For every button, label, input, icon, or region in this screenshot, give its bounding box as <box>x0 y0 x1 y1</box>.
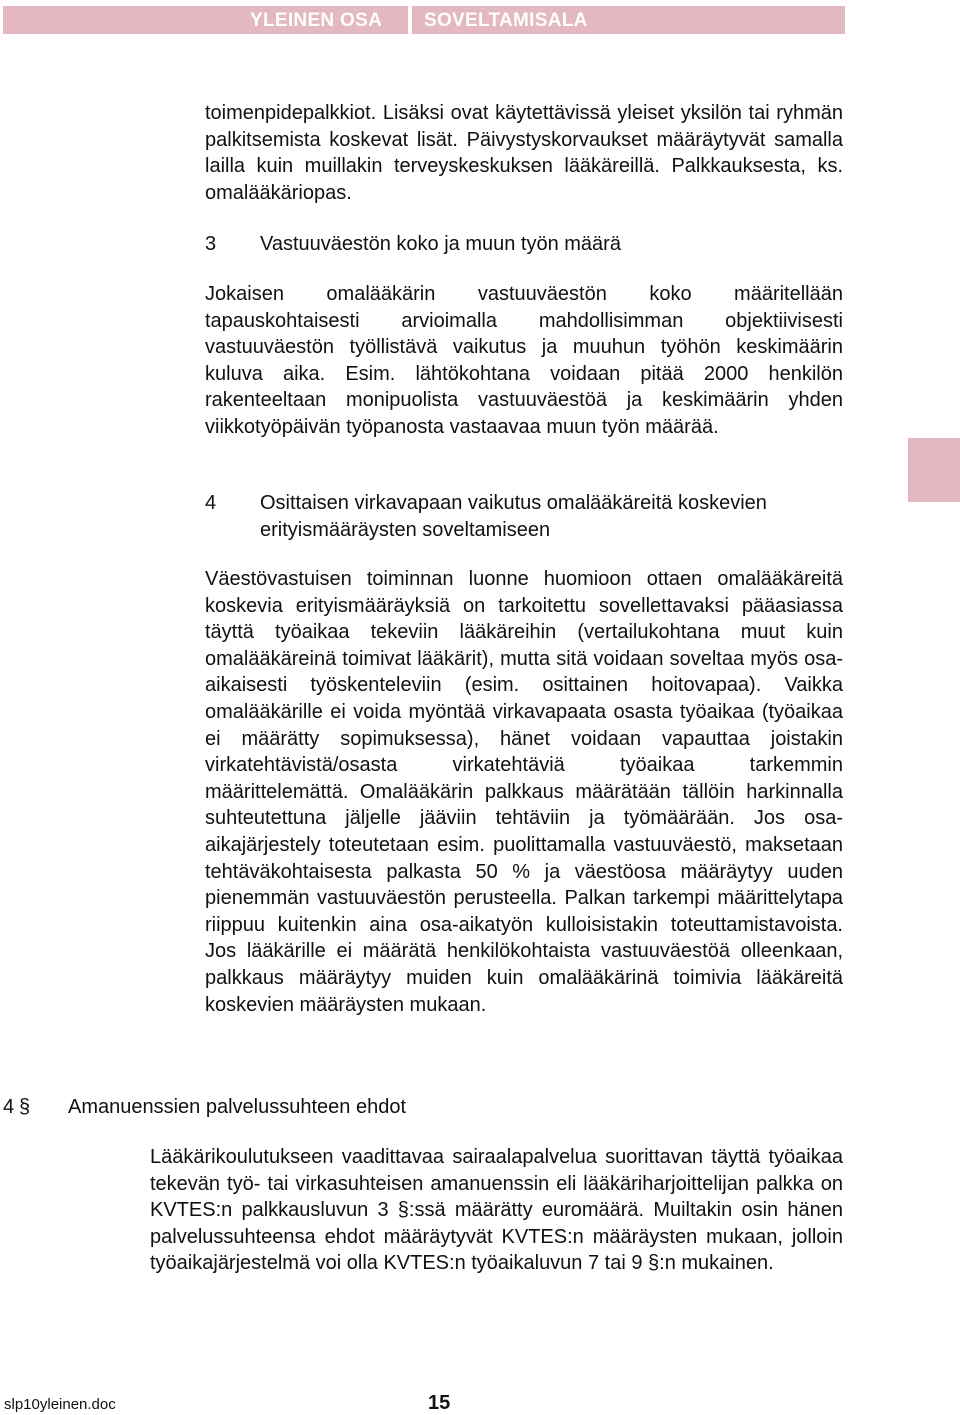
section-4-heading <box>205 490 845 544</box>
header-tab-scope: SOVELTAMISALA <box>424 10 588 31</box>
section-4-body: Väestövastuisen toiminnan luonne huomioon ottaen omalääkäreitä koskevia erityismääräyksiä on tarkoitettu sovellettavaksi pääasiassa täyttä työaikaa tekeviin lääkäreihin (vertailukohtana muut kuin omalääkäreinä toimivat lääkärit), mutta sitä voidaan soveltaa myös osa-aikaisesti työskenteleviin (esim. osittainen hoitovapaa). Vaikka omalääkärille ei voida myöntää virkavapaata osasta työaikaa (työaikaa ei määrätty sopimuksessa), hänet voidaan vapauttaa joistakin virkatehtävistä/osasta virkatehtäviä työaikaa tarkemmin määrittelemättä. Omalääkärin palkkaus määrätään tällöin harkinnalla suhteutettuna jäljelle jääviin tehtäviin ja työmäärään. Jos osa-aikajärjestely toteutetaan esim. puolittamalla vastuuväestö, maksetaan tehtäväkohtaisesta palkasta 50 % ja väestöosa määräytyy uuden pienemmän vastuuväestön perusteella. Palkan tarkempi määrittelytapa riippuu kuitenkin aina osa-aikatyön kulloisistakin toteuttamistavoista. Jos lääkärille ei määrätä henkilökohtaista vastuuväestöä olleenkaan, palkkaus määräytyy muiden kuin omalääkärinä toimivia lääkäreitä koskevien määräysten mukaan. <box>205 568 843 1016</box>
section-3-body: Jokaisen omalääkärin vastuuväestön koko määritellään tapauskohtaisesti arvioimalla mahdollisimman objektiivisesti vastuuväestön työllistävä vaikutus ja muuhun työhön keskimäärin kuluva aika. Esim. lähtökohtana voidaan pitää 2000 henkilön rakenteeltaan monipuolista vastuuväestöä ja keskimäärin yhden viikkotyöpäivän työpanosta vastaavaa muun työn määrää. <box>205 283 843 438</box>
section-3-title: Vastuuväestön koko ja muun työn määrä <box>260 233 621 255</box>
main-section-title: Amanuenssien palvelussuhteen ehdot <box>68 1096 407 1118</box>
footer-page-number: 15 <box>428 1392 451 1414</box>
footer-filename: slp10yleinen.doc <box>4 1396 116 1413</box>
section-symbol: § <box>19 1096 31 1118</box>
main-section-number: 4 <box>3 1096 15 1118</box>
intro-paragraph: toimenpidepalkkiot. Lisäksi ovat käytettävissä yleiset yksilön tai ryhmän palkitsemista koskevat lisät. Päivystyskorvaukset määräytyvät samalla lailla kuin muillakin terveyskeskuksen lääkäreillä. Palkkauksesta, ks. omalääkäriopas. <box>205 102 843 204</box>
section-4-title: Osittaisen virkavapaan vaikutus omalääkäreitä koskevien erityismääräysten soveltamiseen <box>260 492 767 541</box>
main-section-body: Lääkärikoulutukseen vaadittavaa sairaalapalvelua suorittavan täyttä työaikaa tekevän työ- tai virkasuhteisen amanuenssin eli lääkäriharjoittelijan palkka on KVTES:n palkkausluvun 3 §:ssä määrätty euromäärä. Muiltakin osin hänen palvelussuhteensa ehdot määräytyvät KVTES:n määräysten mukaan, jolloin työaikajärjestelmä voi olla KVTES:n työaikaluvun 7 tai 9 §:n mukainen. <box>150 1146 843 1275</box>
header-bar <box>3 6 845 34</box>
header-tab-general: YLEINEN OSA <box>250 10 383 31</box>
header-separator <box>408 6 412 34</box>
section-4-number: 4 <box>205 492 217 514</box>
section-3-number: 3 <box>205 233 217 255</box>
side-section-marker <box>908 438 960 502</box>
